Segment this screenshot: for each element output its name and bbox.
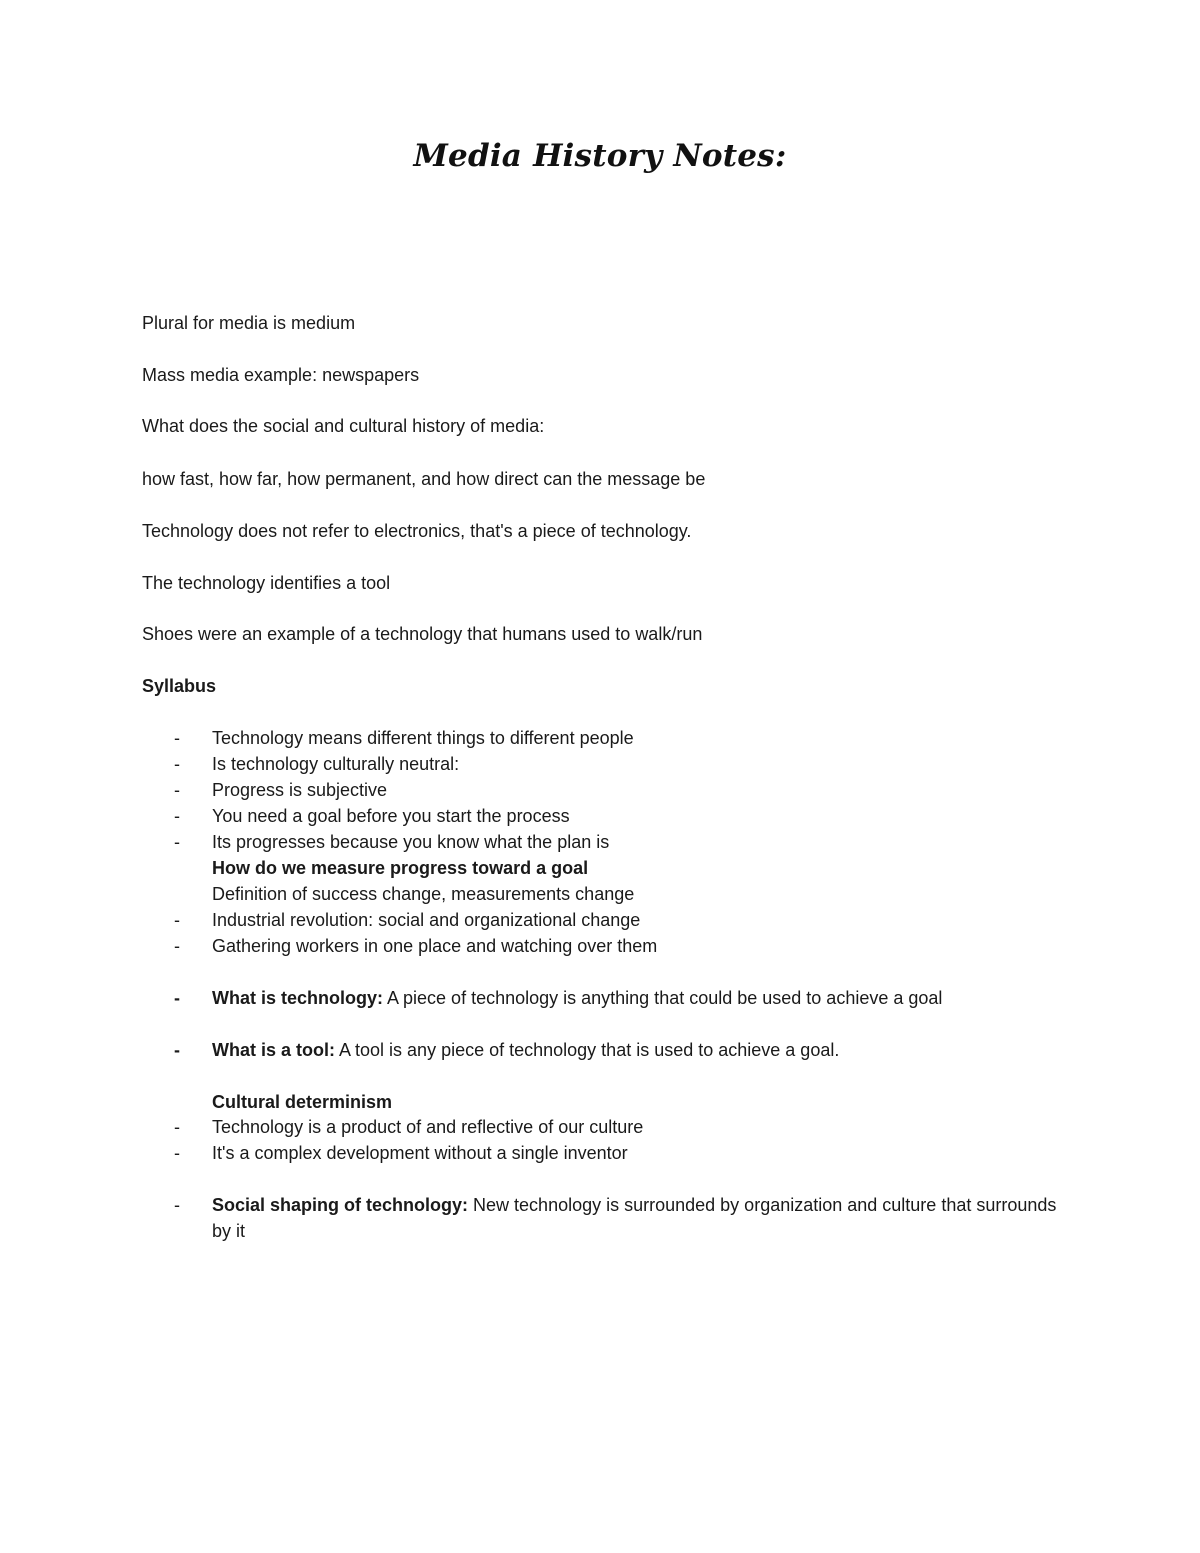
definition-text: A tool is any piece of technology that is used to achieve a goal. bbox=[335, 1040, 840, 1060]
definition-text: New technology is surrounded by organization and culture that surrounds by it bbox=[212, 1195, 1057, 1241]
paragraph: Technology does not refer to electronics, that's a piece of technology. bbox=[142, 521, 692, 541]
list-subline: Definition of success change, measurements change bbox=[212, 884, 635, 904]
paragraph: Plural for media is medium bbox=[142, 313, 356, 333]
list-item: Industrial revolution: social and organizational change bbox=[212, 910, 641, 930]
definition-item bbox=[212, 1192, 1062, 1244]
list-bullet: - bbox=[174, 832, 180, 852]
definition-text: A piece of technology is anything that could be used to achieve a goal bbox=[383, 988, 943, 1008]
list-bullet: - bbox=[174, 910, 180, 930]
list-item: Its progresses because you know what the plan is bbox=[212, 832, 610, 852]
list-bullet: - bbox=[174, 988, 180, 1008]
list-item: You need a goal before you start the process bbox=[212, 806, 570, 826]
definition-term: What is a tool: bbox=[212, 1040, 335, 1060]
list-bullet: - bbox=[174, 806, 180, 826]
list-item: Technology is a product of and reflective of our culture bbox=[212, 1117, 644, 1137]
definition-item bbox=[212, 985, 942, 1011]
paragraph: Shoes were an example of a technology that humans used to walk/run bbox=[142, 624, 703, 644]
paragraph: how fast, how far, how permanent, and how direct can the message be bbox=[142, 469, 706, 489]
list-bullet: - bbox=[174, 1117, 180, 1137]
definition-term: What is technology: bbox=[212, 988, 383, 1008]
list-bullet: - bbox=[174, 936, 180, 956]
list-bullet: - bbox=[174, 1040, 180, 1060]
list-subheading-text: How do we measure progress toward a goal bbox=[212, 858, 589, 878]
list-bullet: - bbox=[174, 780, 180, 800]
list-item: Progress is subjective bbox=[212, 780, 388, 800]
list-bullet: - bbox=[174, 1143, 180, 1163]
subsection-heading-text: Cultural determinism bbox=[212, 1092, 393, 1112]
list-item: Is technology culturally neutral: bbox=[212, 754, 460, 774]
list-subheading bbox=[212, 855, 588, 881]
list-bullet: - bbox=[174, 728, 180, 748]
list-item: Technology means different things to different people bbox=[212, 728, 634, 748]
subsection-heading-cultural-determinism bbox=[212, 1089, 392, 1115]
paragraph: What does the social and cultural history of media: bbox=[142, 416, 545, 436]
paragraph: The technology identifies a tool bbox=[142, 573, 391, 593]
page-title: Media History Notes: bbox=[413, 138, 787, 174]
paragraph: Mass media example: newspapers bbox=[142, 365, 420, 385]
list-bullet: - bbox=[174, 1195, 180, 1215]
list-item: It's a complex development without a single inventor bbox=[212, 1143, 628, 1163]
list-bullet: - bbox=[174, 754, 180, 774]
list-item: Gathering workers in one place and watching over them bbox=[212, 936, 658, 956]
section-heading-syllabus: Syllabus bbox=[142, 676, 217, 696]
definition-term: Social shaping of technology: bbox=[212, 1195, 469, 1215]
definition-item bbox=[212, 1037, 839, 1063]
